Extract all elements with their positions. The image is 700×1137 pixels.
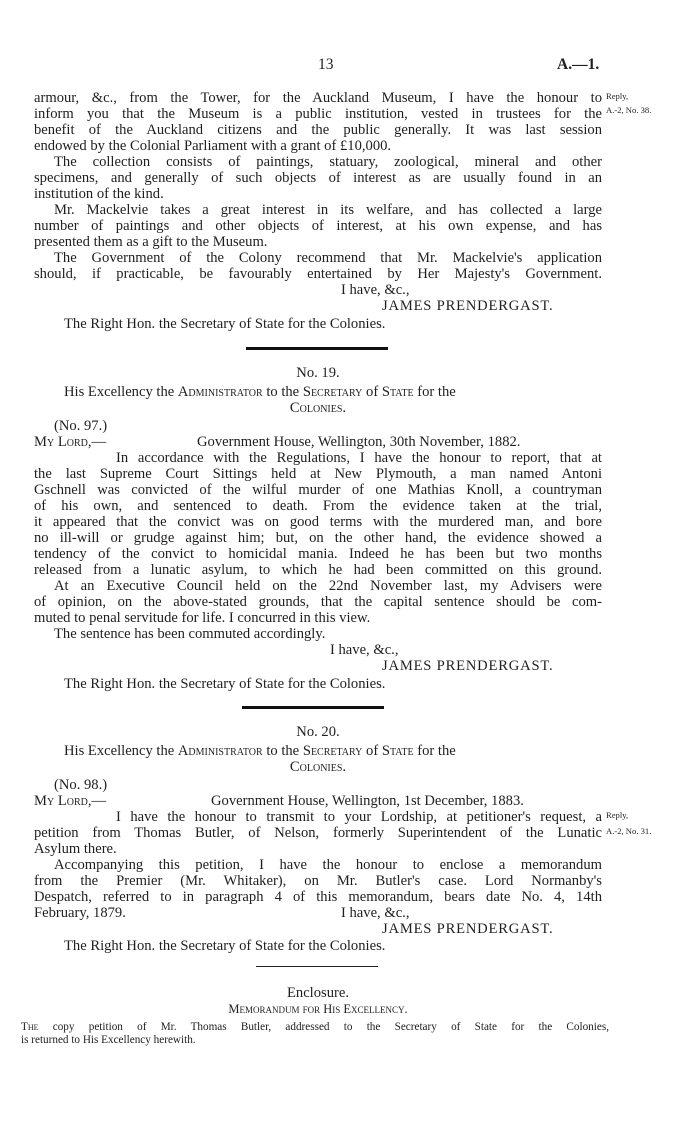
body-line: February, 1879. — [34, 905, 126, 921]
heading-text: Administrator — [177, 384, 263, 400]
body-line: no ill-will or grudge against him; but, on the other hand, the evidence showed a — [34, 530, 602, 546]
margin-note: Reply, — [606, 810, 629, 820]
heading-text: to the — [262, 743, 303, 759]
letter-number: No. 19. — [296, 365, 340, 381]
signature: JAMES PRENDERGAST. — [382, 921, 554, 937]
body-line: it appeared that the convict was on good terms with the murdered man, and bore — [34, 514, 602, 530]
heading-text: State — [381, 743, 414, 759]
margin-note: A.-2, No. 38. — [606, 105, 652, 115]
heading-text: to the — [262, 384, 303, 400]
page-number: 13 — [318, 56, 334, 73]
place-date: Government House, Wellington, 30th November, 1882. — [197, 434, 521, 450]
body-line: of opinion, on the above-stated grounds, that the capital sentence should be com- — [34, 594, 602, 610]
addressee: The Right Hon. the Secretary of State for the Colonies. — [64, 938, 386, 954]
body-line: should, if practicable, be favourably entertained by Her Majesty's Government. — [34, 266, 602, 282]
body-line: tendency of the convict to homicidal mania. Indeed he has been but two months — [34, 546, 602, 562]
body-line: armour, &c., from the Tower, for the Auckland Museum, I have the honour to — [34, 90, 602, 106]
letter-number: No. 20. — [296, 724, 340, 740]
salutation: My Lord,— — [34, 434, 107, 450]
body-line: released from a lunatic asylum, to which he had been committed on this ground. — [34, 562, 602, 578]
body-line: Gschnell was convicted of the wilful murder of one Mathias Knoll, a countryman — [34, 482, 602, 498]
body-line: specimens, and generally of such objects of interest as are usually found in an — [34, 170, 602, 186]
margin-note: A.-2, No. 31. — [606, 826, 652, 836]
despatch-ref: (No. 98.) — [54, 777, 108, 793]
heading-text: His Excellency the — [64, 384, 178, 400]
closing: I have, &c., — [341, 905, 410, 921]
body-line: of his own, and sentenced to death. From the evidence taken at the trial, — [34, 498, 602, 514]
place-date: Government House, Wellington, 1st December, 1883. — [211, 793, 524, 809]
heading-text: His Excellency the — [64, 743, 178, 759]
body-line: benefit of the Auckland citizens and the public generally. It was last session — [34, 122, 602, 138]
addressee: The Right Hon. the Secretary of State for the Colonies. — [64, 316, 386, 332]
body-line: institution of the kind. — [34, 186, 164, 202]
body-line: muted to penal servitude for life. I concurred in this view. — [34, 610, 371, 626]
heading-line-2: Colonies. — [289, 400, 347, 416]
heading-text: of — [362, 743, 382, 759]
body-line: At an Executive Council held on the 22nd November last, my Advisers were — [54, 578, 602, 594]
section-divider — [246, 347, 388, 350]
heading-text: for the — [413, 384, 456, 400]
closing: I have, &c., — [330, 642, 399, 658]
signature: JAMES PRENDERGAST. — [382, 298, 554, 314]
body-line: Mr. Mackelvie takes a great interest in its welfare, and has collected a large — [54, 202, 602, 218]
memo-heading: Memorandum for His Excellency. — [228, 1002, 408, 1016]
body-line: I have the honour to transmit to your Lordship, at petitioner's request, a — [116, 809, 602, 825]
addressee: The Right Hon. the Secretary of State for the Colonies. — [64, 676, 386, 692]
margin-note: Reply, — [606, 91, 629, 101]
body-line: endowed by the Colonial Parliament with a grant of £10,000. — [34, 138, 392, 154]
section-divider — [242, 706, 384, 709]
body-line: Accompanying this petition, I have the honour to enclose a memorandum — [54, 857, 602, 873]
memo-text: copy petition of Mr. Thomas Butler, addressed to the Secretary of State for the Colonies, — [38, 1021, 609, 1033]
body-line: Asylum there. — [34, 841, 117, 857]
letter-heading — [64, 743, 456, 759]
memo-line: is returned to His Excellency herewith. — [21, 1034, 196, 1046]
signature: JAMES PRENDERGAST. — [382, 658, 554, 674]
body-line: The Government of the Colony recommend that Mr. Mackelvie's application — [54, 250, 602, 266]
body-line: presented them as a gift to the Museum. — [34, 234, 268, 250]
body-line: from the Premier (Mr. Whitaker), on Mr. Butler's case. Lord Normanby's — [34, 873, 602, 889]
body-line: inform you that the Museum is a public institution, vested in trustees for the — [34, 106, 602, 122]
salutation: My Lord,— — [34, 793, 107, 809]
heading-text: of — [362, 384, 382, 400]
memo-line — [21, 1021, 609, 1034]
section-divider — [256, 966, 378, 967]
body-line: petition from Thomas Butler, of Nelson, formerly Superintendent of the Lunatic — [34, 825, 602, 841]
body-line: The sentence has been commuted accordingly. — [54, 626, 326, 642]
body-line: number of paintings and other objects of interest, at his own expense, and has — [34, 218, 602, 234]
body-line: The collection consists of paintings, statuary, zoological, mineral and other — [54, 154, 602, 170]
heading-text: Secretary — [302, 384, 363, 400]
memo-lead-word: The — [21, 1021, 39, 1033]
body-line: In accordance with the Regulations, I have the honour to report, that at — [116, 450, 602, 466]
heading-text: for the — [413, 743, 456, 759]
heading-line-2: Colonies. — [289, 759, 347, 775]
closing: I have, &c., — [341, 282, 410, 298]
document-ref: A.—1. — [557, 56, 600, 73]
heading-text: State — [381, 384, 414, 400]
heading-text: Administrator — [177, 743, 263, 759]
despatch-ref: (No. 97.) — [54, 418, 108, 434]
body-line: the last Supreme Court Sittings held at New Plymouth, a man named Antoni — [34, 466, 602, 482]
heading-text: Secretary — [302, 743, 363, 759]
body-line: Despatch, referred to in paragraph 4 of this memorandum, bears date No. 4, 14th — [34, 889, 602, 905]
enclosure-title: Enclosure. — [286, 985, 349, 1001]
letter-heading — [64, 384, 456, 400]
